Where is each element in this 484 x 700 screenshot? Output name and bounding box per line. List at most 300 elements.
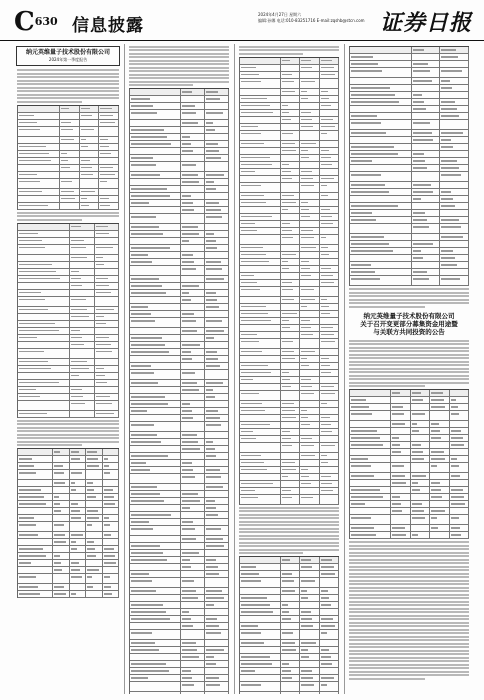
table-cell bbox=[320, 370, 339, 376]
table-cell bbox=[281, 467, 300, 473]
table-cell bbox=[181, 453, 205, 459]
body-text-line bbox=[349, 569, 469, 571]
table-row bbox=[350, 501, 469, 508]
table-cell bbox=[412, 85, 441, 91]
table-cell bbox=[70, 553, 86, 559]
table-cell bbox=[240, 443, 281, 452]
table-cell bbox=[281, 443, 300, 452]
table-cell bbox=[412, 120, 441, 129]
table-cell bbox=[99, 106, 119, 112]
table-row bbox=[130, 214, 229, 224]
table-cell bbox=[300, 488, 319, 494]
table-cell bbox=[95, 255, 119, 261]
table-cell bbox=[130, 647, 181, 653]
body-text-line bbox=[129, 46, 229, 48]
table-cell bbox=[18, 342, 70, 348]
table-row bbox=[240, 325, 339, 332]
table-row bbox=[18, 196, 119, 203]
table-cell bbox=[70, 255, 94, 261]
table-cell bbox=[181, 654, 205, 660]
table-cell bbox=[300, 245, 319, 251]
table-row bbox=[130, 526, 229, 536]
table-cell bbox=[391, 456, 410, 462]
table-cell bbox=[350, 421, 391, 427]
column-divider bbox=[124, 44, 125, 694]
table-cell bbox=[53, 470, 69, 479]
table-cell bbox=[412, 130, 441, 136]
table-cell bbox=[320, 384, 339, 390]
table-row bbox=[130, 356, 229, 363]
table-cell bbox=[281, 363, 300, 369]
table-row bbox=[130, 179, 229, 186]
table-cell bbox=[205, 647, 229, 653]
table-cell bbox=[320, 311, 339, 317]
table-cell bbox=[130, 318, 181, 327]
table-cell bbox=[281, 481, 300, 487]
table-cell bbox=[391, 411, 410, 420]
table-cell bbox=[18, 411, 70, 417]
table-cell bbox=[95, 380, 119, 386]
table-cell bbox=[86, 553, 102, 559]
table-cell bbox=[181, 283, 205, 289]
table-cell bbox=[240, 356, 281, 362]
table-cell bbox=[300, 616, 319, 622]
table-cell bbox=[430, 456, 449, 462]
table-row bbox=[130, 484, 229, 491]
table-cell bbox=[320, 287, 339, 296]
table-cell bbox=[86, 591, 102, 597]
table-row bbox=[240, 682, 339, 692]
table-cell bbox=[181, 155, 205, 161]
table-cell bbox=[240, 311, 281, 317]
table-cell bbox=[412, 54, 441, 60]
table-cell bbox=[440, 68, 469, 77]
table-row bbox=[240, 176, 339, 183]
table-cell bbox=[240, 401, 281, 407]
table-cell bbox=[300, 443, 319, 452]
table-cell bbox=[181, 259, 205, 265]
table-cell bbox=[391, 449, 410, 455]
table-cell bbox=[450, 456, 469, 462]
table-cell bbox=[70, 328, 94, 334]
table-row bbox=[18, 245, 119, 255]
table-cell bbox=[300, 339, 319, 348]
table-cell bbox=[205, 370, 229, 379]
table-cell bbox=[300, 193, 319, 199]
table-cell bbox=[281, 287, 300, 296]
table-cell bbox=[320, 332, 339, 338]
body-text-line bbox=[349, 306, 425, 308]
table-row bbox=[350, 473, 469, 480]
table-cell bbox=[430, 428, 449, 434]
table-cell bbox=[240, 297, 281, 303]
table-cell bbox=[320, 349, 339, 355]
table-cell bbox=[240, 495, 281, 504]
table-cell bbox=[300, 377, 319, 383]
table-cell bbox=[18, 165, 60, 171]
table-cell bbox=[300, 602, 319, 608]
paper-logo: 证券日报 bbox=[379, 10, 472, 36]
table-cell bbox=[181, 290, 205, 296]
table-cell bbox=[300, 408, 319, 414]
table-cell bbox=[350, 234, 412, 240]
body-text-line bbox=[17, 441, 119, 443]
table-row bbox=[18, 373, 119, 380]
table-row bbox=[240, 155, 339, 162]
table-cell bbox=[300, 630, 319, 639]
table-cell bbox=[53, 508, 69, 514]
table-cell bbox=[440, 106, 469, 112]
table-cell bbox=[300, 692, 319, 694]
table-cell bbox=[70, 463, 86, 469]
table-cell bbox=[240, 148, 281, 154]
table-cell bbox=[70, 560, 86, 566]
table-cell bbox=[320, 131, 339, 140]
table-cell bbox=[18, 158, 60, 164]
table-cell bbox=[440, 113, 469, 119]
table-cell bbox=[70, 501, 86, 507]
table-row bbox=[350, 262, 469, 269]
table-row bbox=[350, 532, 469, 539]
table-cell bbox=[281, 103, 300, 109]
table-cell bbox=[411, 449, 430, 455]
table-cell bbox=[300, 65, 319, 71]
table-cell bbox=[412, 151, 441, 157]
table-cell bbox=[240, 221, 281, 227]
table-cell bbox=[181, 96, 205, 102]
table-row bbox=[350, 525, 469, 532]
table-cell bbox=[281, 661, 300, 667]
table-cell bbox=[281, 564, 300, 570]
table-cell bbox=[411, 463, 430, 472]
table-row bbox=[350, 61, 469, 68]
table-cell bbox=[320, 89, 339, 95]
table-row bbox=[240, 415, 339, 422]
table-cell bbox=[205, 512, 229, 518]
table-cell bbox=[95, 307, 119, 313]
table-row bbox=[130, 103, 229, 110]
table-row bbox=[240, 616, 339, 623]
table-cell bbox=[411, 480, 430, 486]
table-cell bbox=[18, 283, 70, 289]
body-text-line bbox=[239, 545, 339, 547]
table-cell bbox=[95, 349, 119, 358]
table-row bbox=[18, 508, 119, 515]
table-row bbox=[240, 675, 339, 682]
table-cell bbox=[412, 224, 441, 233]
body-text-line bbox=[17, 87, 119, 89]
table-cell bbox=[130, 415, 181, 421]
table-cell bbox=[205, 623, 229, 629]
table-row bbox=[18, 546, 119, 553]
table-cell bbox=[80, 172, 100, 178]
table-cell bbox=[18, 380, 70, 386]
table-cell bbox=[181, 328, 205, 334]
table-cell bbox=[130, 460, 181, 466]
notice-title-line: 关于召开变更部分募集资金用途暨 bbox=[360, 319, 458, 328]
table-cell bbox=[18, 328, 70, 334]
table-cell bbox=[240, 481, 281, 487]
table-cell bbox=[240, 58, 281, 64]
table-cell bbox=[320, 408, 339, 414]
table-cell bbox=[130, 148, 181, 154]
table-cell bbox=[440, 248, 469, 254]
table-cell bbox=[412, 217, 441, 223]
table-cell bbox=[205, 141, 229, 147]
table-row bbox=[130, 186, 229, 193]
table-row bbox=[130, 498, 229, 505]
table-cell bbox=[240, 661, 281, 667]
table-row bbox=[240, 460, 339, 467]
table-cell bbox=[240, 422, 281, 428]
table-cell bbox=[103, 584, 119, 590]
table-row bbox=[130, 474, 229, 484]
table-cell bbox=[205, 439, 229, 445]
table-cell bbox=[450, 473, 469, 479]
table-cell bbox=[281, 72, 300, 78]
table-row bbox=[350, 172, 469, 182]
table-cell bbox=[60, 144, 80, 150]
table-cell bbox=[350, 525, 391, 531]
table-cell bbox=[70, 522, 86, 531]
table-cell bbox=[18, 137, 60, 143]
table-cell bbox=[300, 110, 319, 116]
table-cell bbox=[130, 505, 181, 511]
table-cell bbox=[350, 241, 412, 247]
table-row bbox=[130, 318, 229, 328]
body-text-line bbox=[129, 49, 229, 51]
body-text-line bbox=[349, 566, 469, 568]
body-text-line bbox=[349, 552, 469, 554]
table-cell bbox=[281, 193, 300, 199]
table-cell bbox=[53, 487, 69, 493]
table-cell bbox=[320, 623, 339, 629]
body-text-line bbox=[349, 587, 469, 589]
table-cell bbox=[181, 141, 205, 147]
table-cell bbox=[181, 505, 205, 511]
table-cell bbox=[181, 266, 205, 275]
body-text-line bbox=[17, 420, 119, 422]
table-cell bbox=[130, 616, 181, 622]
table-row bbox=[240, 72, 339, 79]
table-row bbox=[18, 401, 119, 411]
table-row bbox=[130, 96, 229, 103]
table-cell bbox=[130, 207, 181, 213]
table-cell bbox=[86, 515, 102, 521]
table-cell bbox=[70, 245, 94, 254]
table-cell bbox=[18, 314, 70, 320]
table-cell bbox=[205, 616, 229, 622]
table-cell bbox=[240, 183, 281, 192]
table-cell bbox=[181, 630, 205, 639]
table-row bbox=[350, 456, 469, 463]
body-text-line bbox=[17, 430, 119, 432]
table-row bbox=[130, 172, 229, 179]
table-cell bbox=[440, 203, 469, 209]
table-cell bbox=[320, 103, 339, 109]
table-cell bbox=[350, 224, 412, 233]
table-cell bbox=[181, 640, 205, 646]
table-cell bbox=[350, 210, 412, 216]
table-cell bbox=[181, 484, 205, 490]
notice-title-line: 与关联方共同投资的公告 bbox=[373, 327, 445, 336]
table-cell bbox=[18, 238, 70, 244]
table-cell bbox=[181, 474, 205, 483]
table-cell bbox=[320, 79, 339, 88]
table-cell bbox=[181, 557, 205, 563]
table-cell bbox=[130, 110, 181, 119]
body-text-line bbox=[349, 646, 469, 648]
table-cell bbox=[350, 68, 412, 77]
table-cell bbox=[281, 647, 300, 653]
table-cell bbox=[18, 189, 60, 195]
table-cell bbox=[300, 155, 319, 161]
table-cell bbox=[70, 335, 94, 341]
table-cell bbox=[440, 196, 469, 202]
table-cell bbox=[205, 335, 229, 341]
body-text-line bbox=[349, 295, 469, 297]
table-cell bbox=[205, 588, 229, 594]
table-row bbox=[240, 245, 339, 252]
table-row bbox=[18, 366, 119, 373]
table-cell bbox=[130, 127, 181, 133]
table-cell bbox=[130, 259, 181, 265]
table-cell bbox=[350, 61, 412, 67]
table-row bbox=[240, 647, 339, 654]
body-text-line bbox=[349, 639, 469, 641]
table-cell bbox=[350, 473, 391, 479]
table-cell bbox=[240, 200, 281, 206]
table-cell bbox=[300, 176, 319, 182]
table-cell bbox=[240, 141, 281, 147]
table-cell bbox=[281, 148, 300, 154]
table-row bbox=[130, 668, 229, 675]
table-row bbox=[130, 675, 229, 682]
table-cell bbox=[18, 297, 70, 306]
table-cell bbox=[281, 557, 300, 563]
table-cell bbox=[281, 280, 300, 286]
table-cell bbox=[181, 252, 205, 258]
table-cell bbox=[53, 591, 69, 597]
table-row bbox=[240, 96, 339, 103]
table-row bbox=[240, 578, 339, 588]
table-row bbox=[130, 283, 229, 290]
table-cell bbox=[18, 567, 53, 573]
table-cell bbox=[450, 532, 469, 538]
table-row bbox=[18, 463, 119, 470]
table-cell bbox=[130, 564, 181, 570]
table-cell bbox=[99, 172, 119, 178]
table-cell bbox=[430, 463, 449, 472]
table-cell bbox=[281, 602, 300, 608]
table-cell bbox=[18, 113, 60, 119]
table-cell bbox=[391, 442, 410, 448]
table-row bbox=[350, 276, 469, 286]
table-cell bbox=[350, 428, 391, 434]
table-row bbox=[18, 321, 119, 328]
table-row bbox=[350, 106, 469, 113]
table-cell bbox=[205, 609, 229, 615]
table-row bbox=[18, 411, 119, 418]
table-cell bbox=[18, 245, 70, 254]
table-cell bbox=[130, 661, 181, 667]
body-text-line bbox=[349, 378, 469, 380]
table-cell bbox=[300, 304, 319, 310]
table-cell bbox=[350, 120, 412, 129]
table-cell bbox=[440, 241, 469, 247]
table-cell bbox=[70, 456, 86, 462]
table-cell bbox=[412, 106, 441, 112]
table-cell bbox=[440, 224, 469, 233]
body-text-line bbox=[239, 49, 339, 51]
table-cell bbox=[103, 574, 119, 583]
table-cell bbox=[103, 501, 119, 507]
table-cell bbox=[320, 162, 339, 168]
table-cell bbox=[205, 415, 229, 421]
table-cell bbox=[130, 675, 181, 681]
table-row bbox=[18, 394, 119, 401]
table-row bbox=[130, 276, 229, 283]
table-row bbox=[130, 394, 229, 401]
table-cell bbox=[70, 342, 94, 348]
table-row bbox=[350, 234, 469, 241]
table-cell bbox=[440, 54, 469, 60]
table-cell bbox=[205, 200, 229, 206]
table-cell bbox=[205, 543, 229, 549]
table-cell bbox=[130, 446, 181, 452]
body-text-line bbox=[129, 84, 193, 86]
table-cell bbox=[412, 189, 441, 195]
table-cell bbox=[440, 165, 469, 171]
body-text-line bbox=[349, 597, 469, 599]
table-cell bbox=[130, 623, 181, 629]
table-cell bbox=[300, 117, 319, 123]
table-cell bbox=[130, 640, 181, 646]
table-cell bbox=[53, 560, 69, 566]
table-row bbox=[130, 623, 229, 630]
body-text-line bbox=[349, 382, 469, 384]
table-cell bbox=[430, 404, 449, 410]
table-cell bbox=[240, 675, 281, 681]
table-cell bbox=[181, 297, 205, 303]
table-cell bbox=[60, 127, 80, 136]
body-text-line bbox=[239, 53, 303, 55]
table-row bbox=[18, 480, 119, 487]
table-cell bbox=[205, 162, 229, 171]
table-cell bbox=[300, 668, 319, 674]
table-cell bbox=[80, 137, 100, 143]
table-cell bbox=[300, 141, 319, 147]
table-cell bbox=[320, 422, 339, 428]
table-cell bbox=[95, 314, 119, 320]
table-cell bbox=[350, 196, 412, 202]
body-text-line bbox=[239, 510, 339, 512]
table-cell bbox=[18, 276, 70, 282]
table-cell bbox=[412, 144, 441, 150]
table-cell bbox=[130, 231, 181, 237]
table-cell bbox=[181, 439, 205, 445]
table-cell bbox=[240, 363, 281, 369]
table-cell bbox=[412, 78, 441, 84]
table-row bbox=[240, 488, 339, 495]
table-cell bbox=[99, 179, 119, 188]
table-cell bbox=[130, 200, 181, 206]
table-cell bbox=[130, 380, 181, 386]
table-cell bbox=[440, 144, 469, 150]
table-row bbox=[240, 117, 339, 124]
table-cell bbox=[281, 124, 300, 130]
table-cell bbox=[181, 127, 205, 133]
